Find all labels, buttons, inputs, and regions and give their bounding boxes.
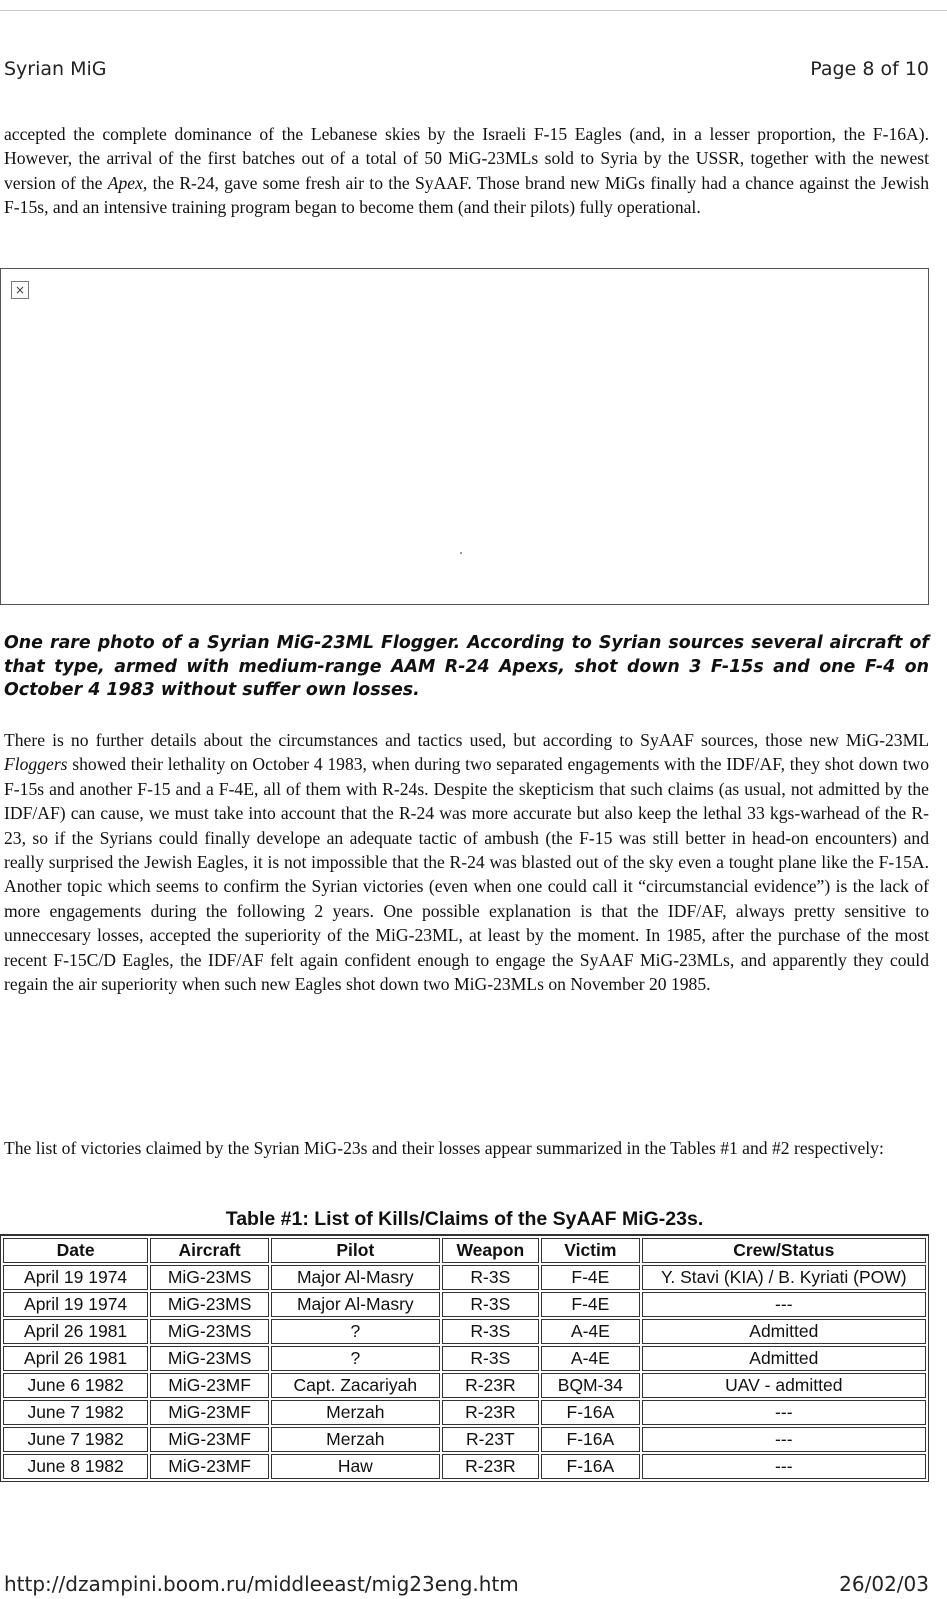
cell-crew-status: --- [642, 1400, 926, 1425]
cell-weapon: R-3S [442, 1265, 539, 1290]
table-row [3, 1319, 926, 1344]
cell-pilot: ? [271, 1346, 440, 1371]
cell-victim: F-16A [541, 1427, 640, 1452]
cell-date: April 26 1981 [3, 1346, 148, 1371]
cell-crew-status: --- [642, 1292, 926, 1317]
cell-weapon: R-23R [442, 1373, 539, 1398]
cell-crew-status: --- [642, 1454, 926, 1479]
col-header-victim: Victim [541, 1238, 640, 1263]
paragraph-1-text-a: accepted the complete dominance of the Lebanese skies by the Israeli F-15 Eagles (and, in a lesser proportion, the F-16A). However, the arrival of the first batches out of a total of 50 MiG-23MLs sold to Syria by the USSR, together with the newest version of the [4, 124, 929, 193]
print-date: 26/02/03 [839, 1572, 929, 1596]
cell-pilot: ? [271, 1319, 440, 1344]
cell-weapon: R-23R [442, 1454, 539, 1479]
paragraph-3: The list of victories claimed by the Syrian MiG-23s and their losses appear summarized in the Tables #1 and #2 respectively: [4, 1138, 884, 1158]
document-title: Syrian MiG [4, 58, 107, 80]
cell-victim: F-16A [541, 1454, 640, 1479]
cell-pilot: Merzah [271, 1427, 440, 1452]
table-row [3, 1373, 926, 1398]
cell-victim: A-4E [541, 1319, 640, 1344]
paragraph-2-text-a: There is no further details about the circumstances and tactics used, but according to SyAAF sources, those new MiG-23ML [4, 730, 929, 750]
cell-date: June 6 1982 [3, 1373, 148, 1398]
cell-weapon: R-23T [442, 1427, 539, 1452]
cell-crew-status: Admitted [642, 1346, 926, 1371]
cell-pilot: Merzah [271, 1400, 440, 1425]
cell-aircraft: MiG-23MF [150, 1454, 269, 1479]
cell-aircraft: MiG-23MF [150, 1427, 269, 1452]
source-url: http://dzampini.boom.ru/middleeast/mig23eng.htm [4, 1572, 519, 1596]
top-rule [0, 10, 947, 11]
table-row [3, 1427, 926, 1452]
table-row [3, 1346, 926, 1371]
cell-crew-status: Y. Stavi (KIA) / B. Kyriati (POW) [642, 1265, 926, 1290]
page-number: Page 8 of 10 [810, 58, 929, 80]
broken-image-icon: × [11, 281, 29, 299]
cell-aircraft: MiG-23MS [150, 1265, 269, 1290]
paragraph-1-italic: Apex [107, 172, 143, 193]
cell-date: April 26 1981 [3, 1319, 148, 1344]
cell-aircraft: MiG-23MS [150, 1346, 269, 1371]
cell-crew-status: Admitted [642, 1319, 926, 1344]
cell-date: April 19 1974 [3, 1292, 148, 1317]
paragraph-1-text-b: , the R-24, gave some fresh air to the SyAAF. Those brand new MiGs finally had a chance against the Jewish F-15s, and an intensive training program began to become them (and their pilots) fully operational. [4, 172, 929, 218]
cell-date: June 7 1982 [3, 1400, 148, 1425]
col-header-pilot: Pilot [271, 1238, 440, 1263]
cell-victim: A-4E [541, 1346, 640, 1371]
cell-weapon: R-3S [442, 1292, 539, 1317]
col-header-weapon: Weapon [442, 1238, 539, 1263]
table-header-row [3, 1238, 926, 1263]
table-row [3, 1292, 926, 1317]
cell-victim: BQM-34 [541, 1373, 640, 1398]
photo-placeholder [0, 268, 929, 605]
paragraph-2-text-b: showed their lethality on October 4 1983, when during two separated engagements with the IDF/AF, they shot down two F-15s and another F-15 and a F-4E, all of them with R-24s. Despite the skepticism that such claims (as usual, not admitted by the IDF/AF) can cause, we must take into account that the R-24 was more accurate but also keep the lethal 33 kgs-warhead of the R-23, so if the Syrians could finally develope an adequate tactic of ambush (the F-15 was still better in head-on encounters) and really surprised the Jewish Eagles, it is not impossible that the R-24 was blasted out of the sky even a tought plane like the F-15A. Another topic which seems to confirm the Syrian victories (even when one could call it “circumstancial evidence”) is the lack of more engagements during the following 2 years. One possible explanation is that the IDF/AF, always pretty sensitive to unneccesary losses, accepted the superiority of the MiG-23ML, at least by the moment. In 1985, after the purchase of the most recent F-15C/D Eagles, the IDF/AF felt again confident enough to engage the SyAAF MiG-23MLs, and apparently they could regain the air superiority when such new Eagles shot down two MiG-23MLs on November 20 1985. [4, 754, 929, 995]
cell-pilot: Haw [271, 1454, 440, 1479]
cell-date: April 19 1974 [3, 1265, 148, 1290]
cell-weapon: R-3S [442, 1346, 539, 1371]
table-row [3, 1454, 926, 1479]
cell-pilot: Major Al-Masry [271, 1292, 440, 1317]
cell-date: June 7 1982 [3, 1427, 148, 1452]
table-row [3, 1265, 926, 1290]
cell-weapon: R-3S [442, 1319, 539, 1344]
cell-date: June 8 1982 [3, 1454, 148, 1479]
cell-crew-status: --- [642, 1427, 926, 1452]
table-title: Table #1: List of Kills/Claims of the SyAAF MiG-23s. [225, 1208, 704, 1230]
col-header-aircraft: Aircraft [150, 1238, 269, 1263]
paragraph-2 [4, 728, 929, 996]
cell-aircraft: MiG-23MS [150, 1292, 269, 1317]
cell-crew-status: UAV - admitted [642, 1373, 926, 1398]
cell-aircraft: MiG-23MF [150, 1373, 269, 1398]
cell-pilot: Major Al-Masry [271, 1265, 440, 1290]
cell-aircraft: MiG-23MF [150, 1400, 269, 1425]
cell-victim: F-16A [541, 1400, 640, 1425]
table-row [3, 1400, 926, 1425]
cell-weapon: R-23R [442, 1400, 539, 1425]
cell-aircraft: MiG-23MS [150, 1319, 269, 1344]
image-speck [460, 552, 462, 554]
paragraph-1 [4, 122, 929, 220]
kills-table [0, 1234, 929, 1482]
cell-victim: F-4E [541, 1292, 640, 1317]
col-header-date: Date [3, 1238, 148, 1263]
photo-caption: One rare photo of a Syrian MiG-23ML Flogger. According to Syrian sources several aircraft of that type, armed with medium-range AAM R-24 Apexs, shot down 3 F-15s and one F-4 on October 4 1983 without suffer own losses. [4, 633, 929, 700]
cell-pilot: Capt. Zacariyah [271, 1373, 440, 1398]
col-header-crew-status: Crew/Status [642, 1238, 926, 1263]
cell-victim: F-4E [541, 1265, 640, 1290]
paragraph-2-italic: Floggers [4, 754, 68, 775]
